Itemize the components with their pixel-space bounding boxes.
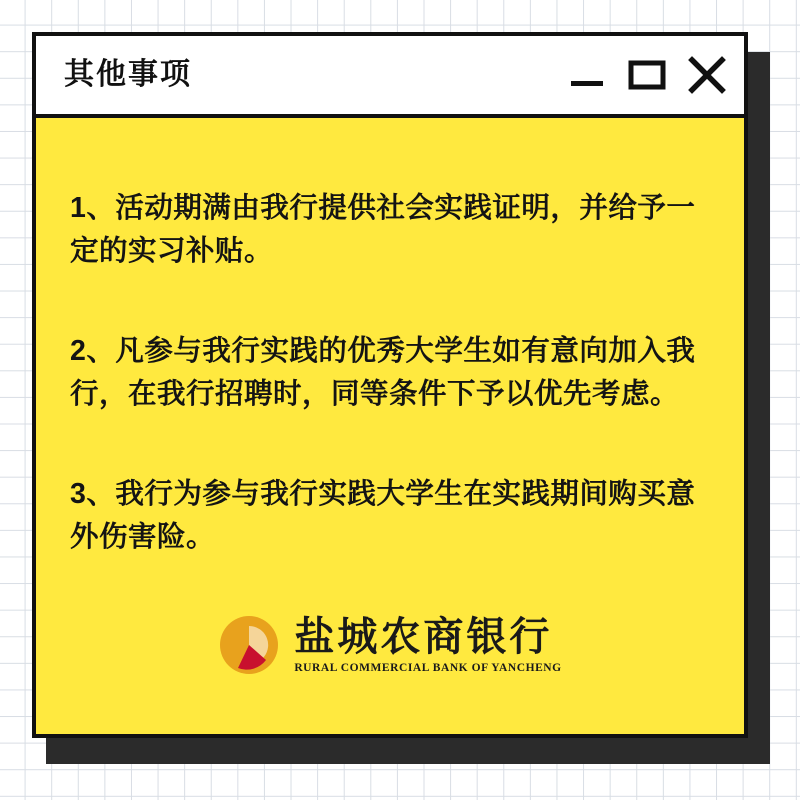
note-content	[36, 118, 744, 734]
close-icon[interactable]	[688, 56, 726, 94]
bank-name: 盐城农商银行	[294, 614, 553, 659]
bank-logo-mark-icon	[218, 614, 280, 676]
window-controls	[568, 56, 726, 94]
note-window	[32, 32, 748, 738]
bank-logo-text	[294, 616, 561, 674]
bank-name-english: RURAL COMMERCIAL BANK OF YANCHENG	[294, 662, 562, 674]
note-paragraph: 3、我行为参与我行实践大学生在实践期间购买意外伤害险。	[70, 477, 696, 554]
maximize-icon[interactable]	[628, 56, 666, 94]
note-paragraph: 2、凡参与我行实践的优秀大学生如有意向加入我行，在我行招聘时，同等条件下予以优先考虑。	[70, 334, 696, 410]
note-paragraph: 1、活动期满由我行提供社会实践证明，并给予一定的实习补贴。	[70, 191, 696, 267]
minimize-icon[interactable]	[568, 56, 606, 94]
bank-logo	[70, 614, 710, 676]
window-title-bar	[36, 36, 744, 118]
window-title: 其他事项	[64, 58, 192, 91]
